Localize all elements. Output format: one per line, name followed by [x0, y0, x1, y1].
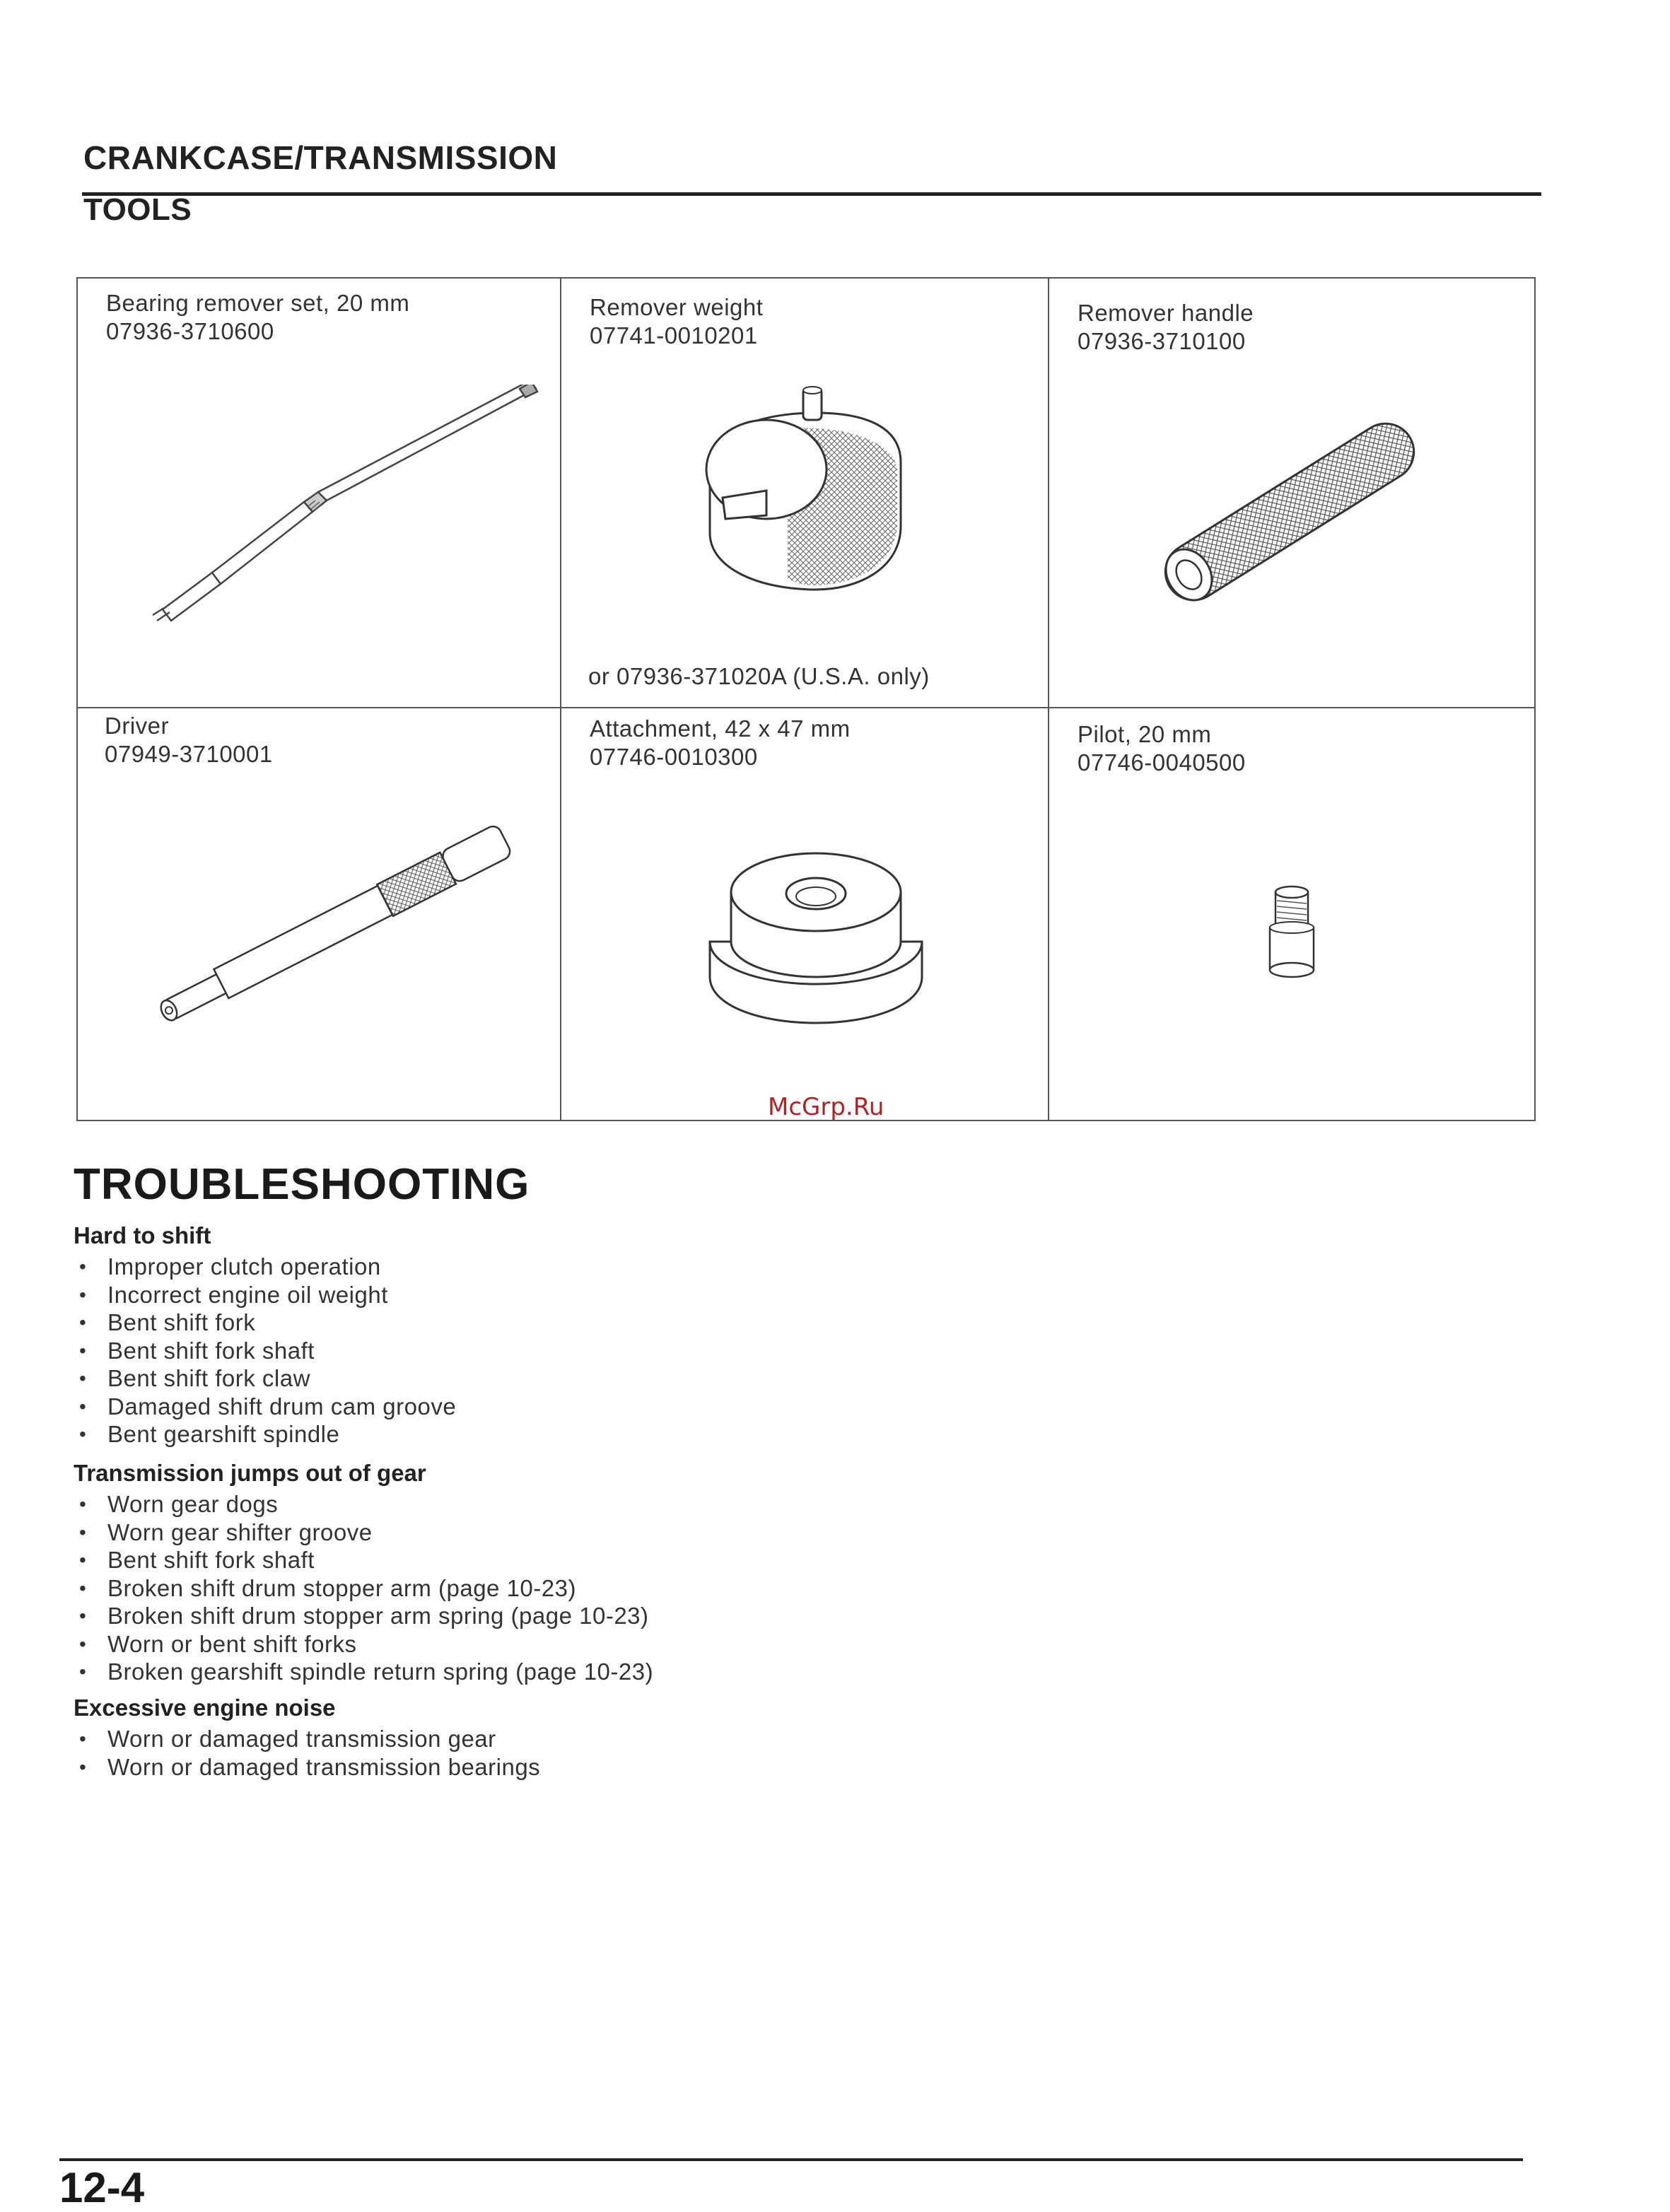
list-item: • Broken shift drum stopper arm spring (page 10-23)	[74, 1602, 653, 1630]
trouble-group-hard-to-shift	[74, 1222, 456, 1449]
trouble-group-heading: Hard to shift	[74, 1222, 211, 1248]
tool-cell-attachment	[561, 708, 1049, 1120]
list-item: • Bent shift fork shaft	[74, 1337, 456, 1365]
remover-handle-illustration	[1127, 406, 1452, 618]
trouble-group-heading: Transmission jumps out of gear	[74, 1460, 426, 1486]
tool-name: Pilot, 20 mm	[1078, 721, 1212, 747]
tool-note: or 07936-371020A (U.S.A. only)	[588, 663, 930, 689]
trouble-group-engine-noise	[74, 1694, 540, 1781]
tool-cell-bearing-remover-set	[78, 279, 561, 708]
trouble-group-jumps-out-of-gear	[74, 1459, 653, 1686]
trouble-group-heading: Excessive engine noise	[74, 1695, 336, 1721]
list-item: • Damaged shift drum cam groove	[74, 1393, 456, 1421]
trouble-list	[74, 1253, 456, 1449]
list-item: • Worn or damaged transmission bearings	[74, 1753, 540, 1781]
tool-part-number: 07936-3710600	[106, 318, 274, 344]
list-item: • Worn gear shifter groove	[74, 1518, 653, 1547]
header-rule	[82, 192, 1541, 196]
tool-part-number: 07746-0010300	[590, 744, 758, 770]
tool-name: Attachment, 42 x 47 mm	[590, 715, 851, 742]
driver-illustration	[120, 807, 559, 1048]
watermark: McGrp.Ru	[768, 1093, 884, 1121]
list-item: • Improper clutch operation	[74, 1253, 456, 1281]
tool-part-number: 07741-0010201	[590, 322, 758, 349]
section-title: CRANKCASE/TRANSMISSION	[83, 139, 558, 176]
tool-cell-remover-weight	[561, 279, 1049, 708]
tool-cell-driver	[78, 708, 561, 1120]
tool-part-number: 07949-3710001	[105, 741, 273, 767]
page-number: 12-4	[59, 2164, 145, 2211]
tool-cell-remover-handle	[1049, 279, 1534, 708]
tool-cell-pilot	[1049, 708, 1534, 1120]
pilot-illustration	[1254, 885, 1332, 984]
tool-part-number: 07746-0040500	[1078, 749, 1246, 776]
tool-name: Bearing remover set, 20 mm	[106, 290, 410, 316]
list-item: • Bent shift fork	[74, 1309, 456, 1337]
list-item: • Worn or damaged transmission gear	[74, 1725, 540, 1753]
list-item: • Bent gearshift spindle	[74, 1420, 456, 1449]
tools-table	[76, 277, 1536, 1121]
bearing-remover-illustration	[127, 385, 551, 696]
tool-name: Remover weight	[590, 294, 764, 320]
footer-rule	[59, 2158, 1523, 2161]
list-item: • Incorrect engine oil weight	[74, 1281, 456, 1309]
attachment-illustration	[703, 843, 929, 1026]
list-item: • Worn gear dogs	[74, 1490, 653, 1518]
trouble-list	[74, 1490, 653, 1686]
list-item: • Bent shift fork shaft	[74, 1546, 653, 1574]
tool-name: Driver	[105, 713, 169, 739]
list-item: • Worn or bent shift forks	[74, 1630, 653, 1658]
troubleshooting-title: TROUBLESHOOTING	[74, 1160, 530, 1209]
subsection-title: TOOLS	[83, 192, 192, 227]
list-item: • Broken gearshift spindle return spring (page 10-23)	[74, 1658, 653, 1686]
trouble-list	[74, 1725, 540, 1781]
list-item: • Bent shift fork claw	[74, 1364, 456, 1393]
list-item: • Broken shift drum stopper arm (page 10-23)	[74, 1574, 653, 1603]
tool-part-number: 07936-3710100	[1078, 328, 1246, 354]
tool-name: Remover handle	[1078, 300, 1254, 326]
remover-weight-illustration	[682, 385, 936, 611]
